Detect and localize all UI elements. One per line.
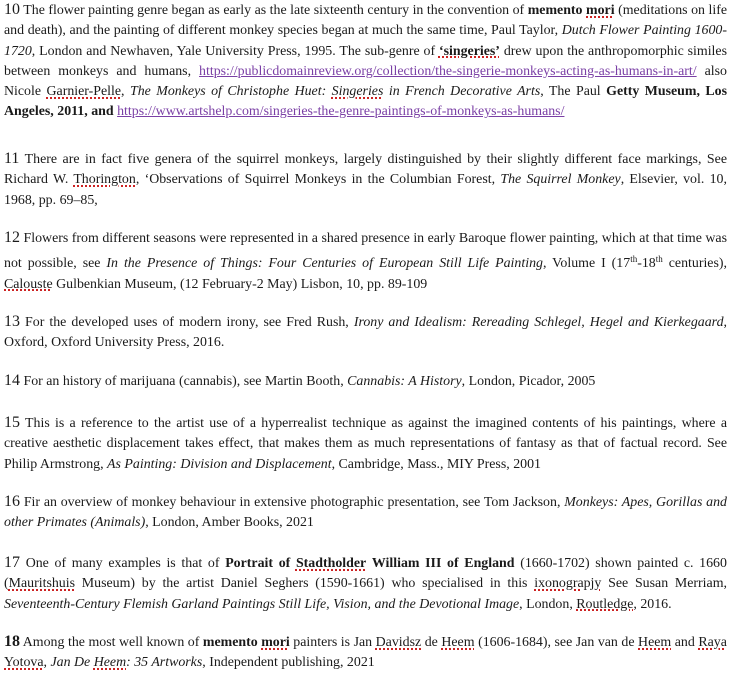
footnote-text: Flowers from different seasons were represented in a shared presence in early Baroque flower painting, which at that time was not possible, see: [4, 231, 727, 272]
footnote-text: Among the most well known of: [22, 635, 200, 650]
hyperlink-publicdomainreview[interactable]: https://publicdomainreview.org/collection/the-singerie-monkeys-acting-as-humans-in-art/: [199, 63, 697, 79]
book-title: Seventeenth-Century Flemish Garland Paintings Still Life, Vision, and the Devotional Image: [4, 596, 520, 612]
spelling-flag[interactable]: Heem: [441, 635, 475, 650]
footnote-text: Getty Museum, Los Angeles, 2011, and: [4, 84, 728, 120]
footnote-text: , ‘Observations of Squirrel Monkeys in the Columbian Forest,: [135, 172, 496, 188]
spelling-flag[interactable]: Singeries: [331, 84, 384, 100]
footnote-text: -18: [637, 256, 656, 272]
footnote-text: de: [424, 635, 438, 650]
footnote-13: [4, 312, 727, 354]
spelling-flag[interactable]: mori: [261, 635, 290, 650]
footnote-text: This is a reference to the artist use of a hyperrealist technique as against the imagined contents of his paintings, where a creative aesthetic displacement takes effect, that makes them as much representations of fantasy as that of factual record. See Philip Armstrong,: [4, 416, 727, 472]
spelling-flag[interactable]: ‘singeries’: [438, 43, 500, 59]
book-title: The Squirrel Monkey: [500, 172, 621, 188]
spelling-flag[interactable]: ixonograpjy: [534, 576, 602, 592]
spelling-flag[interactable]: Routledge: [576, 596, 634, 612]
book-title: Cannabis: A History: [347, 374, 462, 389]
footnote-text: For the developed uses of modern irony, see Fred Rush,: [25, 315, 349, 330]
footnote-number: 16: [4, 493, 20, 510]
footnote-10: [4, 0, 727, 123]
footnote-18: [4, 632, 727, 674]
footnote-text: and: [674, 635, 695, 650]
footnote-text: centuries),: [662, 256, 727, 272]
footnote-17: [4, 553, 727, 615]
spelling-flag[interactable]: Garnier-Pelle: [46, 84, 122, 100]
footnote-text: Museum) by the artist Daniel Seghers (1590-1661) who specialised in this: [81, 576, 528, 592]
footnote-number: 15: [4, 414, 20, 431]
footnote-text: , Elsevier, vol. 10, 1968, pp. 69–85,: [4, 172, 727, 208]
spelling-flag[interactable]: Yotova: [4, 655, 44, 671]
book-title: The Monkeys of Christophe Huet:: [130, 84, 327, 100]
book-title: Dutch Flower Painting 1600-1720: [4, 23, 727, 59]
spelling-flag[interactable]: Davidsz: [375, 635, 422, 650]
book-title: In the Presence of Things: Four Centuries of European Still Life Painting: [106, 256, 543, 272]
footnote-text: , London, Picador, 2005: [461, 374, 596, 389]
spelling-flag[interactable]: Raya: [698, 635, 727, 650]
footnote-text: William III of England: [371, 556, 515, 571]
footnote-number: 14: [4, 372, 20, 389]
footnote-text: See Susan Merriam,: [601, 576, 727, 592]
book-title: Irony and Idealism: Rereading Schlegel, Hegel and Kierkegaard: [353, 315, 724, 330]
footnote-text: (1660-1702) shown painted c. 1660 (: [4, 556, 727, 592]
superscript: th: [630, 254, 638, 265]
spelling-flag[interactable]: Mauritshuis: [8, 576, 76, 592]
spelling-flag[interactable]: Stadtholder: [295, 556, 367, 571]
footnote-text: , Independent publishing, 2021: [202, 655, 375, 671]
footnote-text: also Nicole: [4, 63, 727, 100]
footnote-text: , The Paul: [540, 84, 601, 100]
footnote-text: memento: [527, 3, 583, 18]
book-title: in French Decorative Arts: [388, 84, 541, 100]
footnote-number: 17: [4, 554, 20, 571]
footnote-text: The flower painting genre began as early as the late sixteenth century in the convention of: [23, 3, 525, 18]
footnote-text: , 2016.: [633, 596, 672, 612]
footnote-text: ,: [43, 655, 47, 671]
footnote-text: One of many examples is that of: [25, 556, 220, 571]
hyperlink-artshelp[interactable]: https://www.artshelp.com/singeries-the-genre-paintings-of-monkeys-as-humans/: [117, 104, 565, 120]
footnote-text: Gulbenkian Museum, (12 February-2 May) Lisbon, 10, pp. 89-109: [56, 276, 428, 292]
footnote-text: , London and Newhaven, Yale University Press, 1995. The sub-genre of: [31, 43, 436, 59]
book-title: Jan De: [50, 655, 91, 671]
spelling-flag[interactable]: Heem: [93, 655, 127, 671]
footnote-text: , Volume I (17: [542, 256, 631, 272]
footnote-text: memento: [202, 635, 258, 650]
spelling-flag[interactable]: Heem: [638, 635, 672, 650]
footnote-11: [4, 149, 727, 211]
spelling-flag[interactable]: Thorington: [73, 172, 136, 188]
footnote-text: , Cambridge, Mass., MIY Press, 2001: [331, 456, 541, 472]
footnote-15: [4, 413, 727, 475]
footnote-number: 18: [4, 633, 20, 650]
footnote-12: [4, 228, 727, 295]
footnote-text: , London, Amber Books, 2021: [145, 515, 314, 531]
footnote-text: Portrait of: [225, 556, 291, 571]
book-title: As Painting: Division and Displacement: [107, 456, 332, 472]
footnote-16: [4, 492, 727, 534]
book-title: : 35 Artworks: [126, 655, 203, 671]
footnote-text: painters is Jan: [293, 635, 373, 650]
footnote-number: 11: [4, 150, 20, 167]
footnote-text: Fir an overview of monkey behaviour in extensive photographic presentation, see Tom Jackson,: [23, 495, 561, 510]
superscript: th: [655, 254, 663, 265]
footnote-text: drew upon the anthropomorphic similes between monkeys and humans,: [4, 43, 727, 79]
spelling-flag[interactable]: Calouste: [4, 276, 53, 292]
footnote-number: 10: [4, 1, 20, 18]
footnote-text: (meditations on life and death), and the painting of different monkey species began at much the same time, Paul Taylor,: [4, 3, 727, 39]
footnote-text: For an history of marijuana (cannabis), see Martin Booth,: [23, 374, 344, 389]
book-title: Monkeys: Apes, Gorillas and other Primates (Animals): [4, 495, 727, 531]
footnote-text: There are in fact five genera of the squirrel monkeys, largely distinguished by their slightly different face markings, See Richard W.: [4, 152, 727, 188]
spelling-flag[interactable]: mori: [586, 3, 615, 18]
footnote-text: , London,: [519, 596, 573, 612]
footnote-number: 12: [4, 229, 20, 246]
footnote-text: ,: [121, 84, 125, 100]
footnote-text: , Oxford, Oxford University Press, 2016.: [4, 315, 728, 351]
footnote-number: 13: [4, 313, 20, 330]
footnote-14: [4, 371, 727, 392]
footnote-text: (1606-1684), see Jan van de: [478, 635, 635, 650]
